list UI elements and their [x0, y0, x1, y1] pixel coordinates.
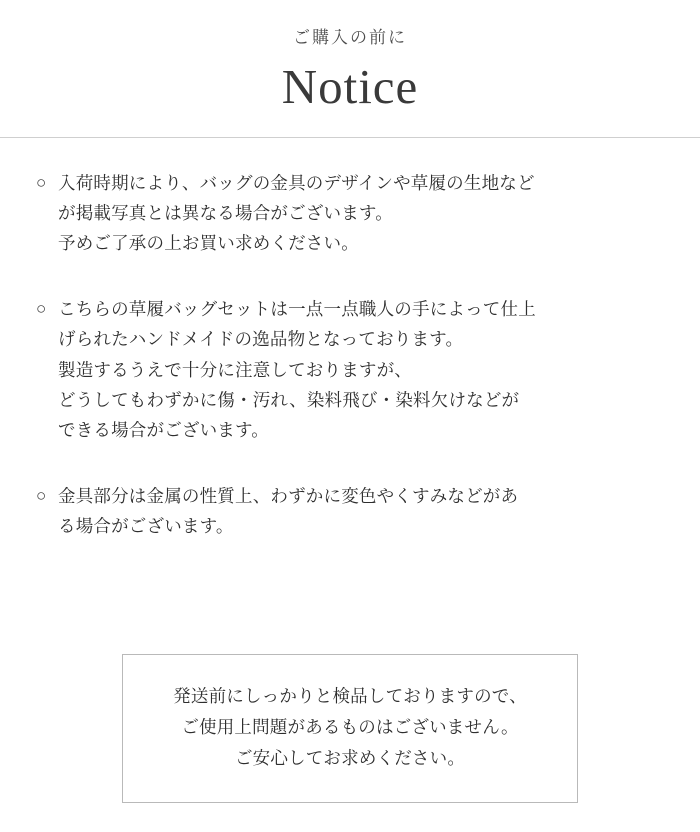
bullet-circle-icon: ○	[36, 299, 47, 319]
note-line: 製造するうえで十分に注意しておりますが、	[58, 359, 412, 380]
page-header	[0, 0, 700, 138]
note-line: 金具部分は金属の性質上、わずかに変色やくすみなどがあ	[58, 485, 519, 506]
footer-note-wrapper	[0, 654, 700, 803]
note-line: こちらの草履バッグセットは一点一点職人の手によって仕上	[58, 299, 536, 320]
footer-note-box	[122, 654, 578, 803]
notes-list	[0, 138, 700, 541]
footer-note-line: 発送前にしっかりと検品しておりますので、	[173, 686, 527, 706]
bullet-circle-icon: ○	[36, 173, 47, 193]
footer-note-line: ご安心してお求めください。	[234, 748, 466, 769]
footer-note-line: ご使用上問題があるものはございません。	[181, 717, 519, 738]
note-line: が掲載写真とは異なる場合がございます。	[58, 203, 393, 224]
note-line: できる場合がございます。	[58, 419, 269, 440]
note-text	[58, 294, 664, 444]
note-item	[36, 168, 664, 258]
note-item	[36, 294, 664, 444]
page-title: Notice	[281, 58, 419, 114]
note-line: どうしてもわずかに傷・汚れ、染料飛び・染料欠けなどが	[58, 389, 520, 410]
bullet-circle-icon: ○	[36, 485, 47, 505]
note-item	[36, 481, 664, 541]
header-subtitle: ご購入の前に	[293, 28, 407, 47]
note-text	[58, 481, 664, 541]
note-text	[58, 168, 664, 258]
note-line: る場合がございます。	[58, 515, 234, 536]
note-line: 予めご了承の上お買い求めください。	[58, 233, 359, 254]
note-line: げられたハンドメイドの逸品物となっております。	[58, 329, 464, 350]
note-line: 入荷時期により、バッグの金具のデザインや草履の生地など	[58, 173, 535, 194]
